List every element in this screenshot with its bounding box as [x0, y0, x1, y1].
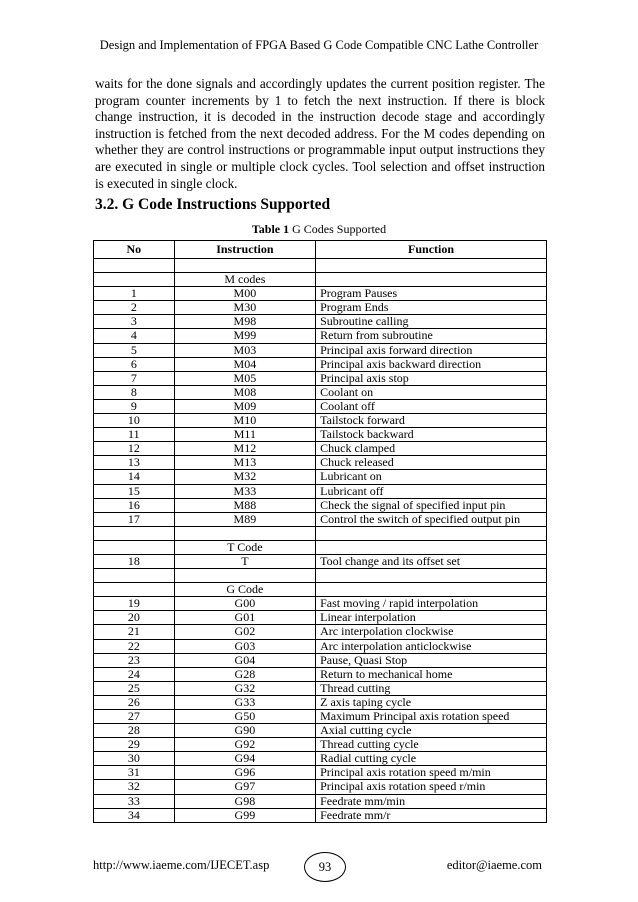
cell-instruction: M88	[174, 498, 316, 512]
cell-instruction: G97	[174, 780, 316, 794]
cell-instruction: M05	[174, 371, 316, 385]
table-row	[94, 259, 547, 273]
table-row	[94, 540, 547, 554]
cell-no	[94, 259, 175, 273]
cell-function: Program Pauses	[316, 287, 547, 301]
cell-instruction: M30	[174, 301, 316, 315]
cell-no	[94, 540, 175, 554]
table-row	[94, 329, 547, 343]
table-row	[94, 273, 547, 287]
cell-instruction: G01	[174, 611, 316, 625]
cell-no: 31	[94, 766, 175, 780]
cell-function: Z axis taping cycle	[316, 695, 547, 709]
cell-instruction: M32	[174, 470, 316, 484]
table-row	[94, 724, 547, 738]
cell-instruction: G99	[174, 808, 316, 822]
cell-no: 7	[94, 371, 175, 385]
cell-no: 17	[94, 512, 175, 526]
cell-no: 24	[94, 667, 175, 681]
table-row	[94, 639, 547, 653]
cell-function: Arc interpolation anticlockwise	[316, 639, 547, 653]
table-row	[94, 653, 547, 667]
cell-function	[316, 526, 547, 540]
cell-function: Program Ends	[316, 301, 547, 315]
cell-function	[316, 569, 547, 583]
cell-instruction: M99	[174, 329, 316, 343]
cell-instruction: M08	[174, 385, 316, 399]
cell-instruction: G96	[174, 766, 316, 780]
table-row	[94, 526, 547, 540]
cell-no: 33	[94, 794, 175, 808]
cell-function	[316, 540, 547, 554]
cell-no: 8	[94, 385, 175, 399]
table-row	[94, 752, 547, 766]
cell-instruction: M11	[174, 428, 316, 442]
cell-no: 21	[94, 625, 175, 639]
cell-function: Tailstock forward	[316, 414, 547, 428]
cell-no: 14	[94, 470, 175, 484]
cell-function: Thread cutting cycle	[316, 738, 547, 752]
cell-no: 19	[94, 597, 175, 611]
cell-no: 5	[94, 343, 175, 357]
table-row	[94, 357, 547, 371]
cell-no: 11	[94, 428, 175, 442]
table-row	[94, 583, 547, 597]
cell-no: 12	[94, 442, 175, 456]
cell-no: 26	[94, 695, 175, 709]
cell-function: Fast moving / rapid interpolation	[316, 597, 547, 611]
cell-function: Lubricant off	[316, 484, 547, 498]
cell-no: 27	[94, 710, 175, 724]
cell-no: 32	[94, 780, 175, 794]
cell-function: Radial cutting cycle	[316, 752, 547, 766]
table-header-row	[94, 241, 547, 259]
cell-instruction: T	[174, 554, 316, 568]
table-caption-text: G Codes Supported	[292, 222, 387, 236]
cell-no: 13	[94, 456, 175, 470]
cell-function: Check the signal of specified input pin	[316, 498, 547, 512]
cell-no: 34	[94, 808, 175, 822]
cell-function: Subroutine calling	[316, 315, 547, 329]
table-row	[94, 794, 547, 808]
table-row	[94, 442, 547, 456]
cell-function: Principal axis rotation speed m/min	[316, 766, 547, 780]
cell-instruction: G33	[174, 695, 316, 709]
cell-instruction: M codes	[174, 273, 316, 287]
cell-no: 23	[94, 653, 175, 667]
cell-function: Lubricant on	[316, 470, 547, 484]
cell-instruction: G28	[174, 667, 316, 681]
cell-no	[94, 569, 175, 583]
table-row	[94, 569, 547, 583]
body-paragraph: waits for the done signals and accordingly updates the current position register. The program counter increments by 1 to fetch the next instruction. If there is block change instruction, it is decoded in the instruction decode stage and accordingly instruction is fetched from the next decoded address. For the M codes depending on whether they are control instructions or programmable input output instructions they are executed in single or multiple clock cycles. Tool selection and offset instruction is executed in single clock.	[95, 76, 545, 191]
cell-instruction: G32	[174, 681, 316, 695]
cell-no: 2	[94, 301, 175, 315]
cell-instruction	[174, 526, 316, 540]
cell-instruction: G98	[174, 794, 316, 808]
cell-no: 18	[94, 554, 175, 568]
table-row	[94, 512, 547, 526]
cell-instruction: G Code	[174, 583, 316, 597]
table-row	[94, 343, 547, 357]
table-row	[94, 498, 547, 512]
table-row	[94, 808, 547, 822]
table-row	[94, 456, 547, 470]
footer-url: http://www.iaeme.com/IJECET.asp	[93, 858, 270, 872]
header-instruction: Instruction	[174, 241, 316, 259]
table-row	[94, 738, 547, 752]
cell-no: 28	[94, 724, 175, 738]
cell-no: 6	[94, 357, 175, 371]
table-row	[94, 611, 547, 625]
cell-instruction: G00	[174, 597, 316, 611]
cell-function	[316, 273, 547, 287]
table-row	[94, 695, 547, 709]
table-caption-label: Table 1	[251, 222, 290, 236]
cell-no: 25	[94, 681, 175, 695]
cell-no: 20	[94, 611, 175, 625]
cell-function: Control the switch of specified output pin	[316, 512, 547, 526]
cell-instruction: T Code	[174, 540, 316, 554]
cell-no: 9	[94, 399, 175, 413]
cell-function: Maximum Principal axis rotation speed	[316, 710, 547, 724]
cell-function: Tailstock backward	[316, 428, 547, 442]
table-row	[94, 625, 547, 639]
footer-email: editor@iaeme.com	[446, 858, 542, 872]
cell-function: Feedrate mm/r	[316, 808, 547, 822]
table-row	[94, 301, 547, 315]
cell-function: Axial cutting cycle	[316, 724, 547, 738]
cell-no	[94, 583, 175, 597]
cell-function: Linear interpolation	[316, 611, 547, 625]
header-no: No	[94, 241, 175, 259]
cell-instruction: M03	[174, 343, 316, 357]
cell-instruction: M00	[174, 287, 316, 301]
cell-instruction: M10	[174, 414, 316, 428]
table-row	[94, 315, 547, 329]
table-row	[94, 681, 547, 695]
table-row	[94, 766, 547, 780]
cell-instruction: M89	[174, 512, 316, 526]
cell-no: 4	[94, 329, 175, 343]
table-row	[94, 470, 547, 484]
cell-no: 10	[94, 414, 175, 428]
cell-instruction: M04	[174, 357, 316, 371]
table-row	[94, 667, 547, 681]
cell-function: Coolant on	[316, 385, 547, 399]
cell-function: Arc interpolation clockwise	[316, 625, 547, 639]
cell-instruction: M09	[174, 399, 316, 413]
cell-function: Principal axis stop	[316, 371, 547, 385]
table-row	[94, 399, 547, 413]
cell-no: 3	[94, 315, 175, 329]
cell-function: Principal axis rotation speed r/min	[316, 780, 547, 794]
cell-instruction: G92	[174, 738, 316, 752]
cell-no	[94, 526, 175, 540]
cell-instruction: G02	[174, 625, 316, 639]
table-row	[94, 385, 547, 399]
cell-instruction: M13	[174, 456, 316, 470]
section-heading: 3.2. G Code Instructions Supported	[95, 196, 331, 213]
cell-instruction: M33	[174, 484, 316, 498]
cell-function: Principal axis forward direction	[316, 343, 547, 357]
table-row	[94, 710, 547, 724]
cell-function: Return to mechanical home	[316, 667, 547, 681]
cell-function: Return from subroutine	[316, 329, 547, 343]
table-body	[94, 259, 547, 823]
cell-instruction: G03	[174, 639, 316, 653]
header-function: Function	[316, 241, 547, 259]
cell-instruction	[174, 259, 316, 273]
running-header: Design and Implementation of FPGA Based G Code Compatible CNC Lathe Controller	[99, 38, 539, 52]
cell-function: Principal axis backward direction	[316, 357, 547, 371]
page-footer	[0, 852, 638, 882]
cell-function: Chuck clamped	[316, 442, 547, 456]
cell-function: Thread cutting	[316, 681, 547, 695]
cell-instruction: M12	[174, 442, 316, 456]
table-row	[94, 414, 547, 428]
cell-no: 22	[94, 639, 175, 653]
cell-function	[316, 259, 547, 273]
table-row	[94, 597, 547, 611]
cell-function: Pause, Quasi Stop	[316, 653, 547, 667]
table-caption	[0, 222, 638, 237]
cell-instruction: M98	[174, 315, 316, 329]
table-row	[94, 484, 547, 498]
cell-instruction: G50	[174, 710, 316, 724]
cell-no: 1	[94, 287, 175, 301]
table-row	[94, 371, 547, 385]
cell-instruction	[174, 569, 316, 583]
cell-no: 16	[94, 498, 175, 512]
table-row	[94, 554, 547, 568]
table-row	[94, 287, 547, 301]
cell-no: 15	[94, 484, 175, 498]
page-number: 93	[304, 852, 346, 882]
cell-instruction: G90	[174, 724, 316, 738]
table-row	[94, 780, 547, 794]
cell-no	[94, 273, 175, 287]
cell-function: Feedrate mm/min	[316, 794, 547, 808]
cell-function	[316, 583, 547, 597]
table-row	[94, 428, 547, 442]
cell-instruction: G94	[174, 752, 316, 766]
cell-instruction: G04	[174, 653, 316, 667]
cell-function: Tool change and its offset set	[316, 554, 547, 568]
g-codes-table	[93, 240, 547, 823]
cell-function: Coolant off	[316, 399, 547, 413]
cell-function: Chuck released	[316, 456, 547, 470]
cell-no: 30	[94, 752, 175, 766]
cell-no: 29	[94, 738, 175, 752]
